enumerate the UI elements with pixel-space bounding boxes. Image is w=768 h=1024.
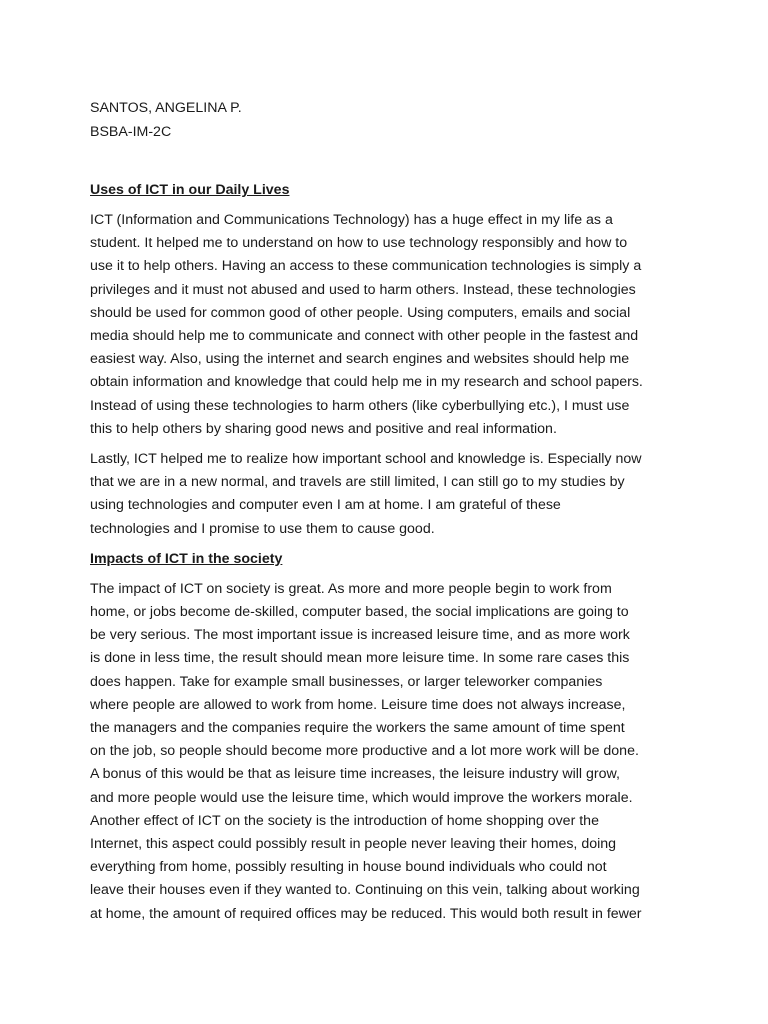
- text-line: using technologies and computer even I am at home. I am grateful of these: [90, 497, 561, 514]
- text-line: Instead of using these technologies to harm others (like cyberbullying etc.), I must use: [90, 397, 630, 414]
- text-line: privileges and it must not abused and used to harm others. Instead, these technologies: [90, 281, 636, 298]
- text-line: use it to help others. Having an access to these communication technologies is simply a: [90, 258, 642, 275]
- author-name: SANTOS, ANGELINA P.: [90, 100, 242, 116]
- text-line: and more people would use the leisure time, which would improve the workers morale.: [90, 789, 633, 806]
- text-line: A bonus of this would be that as leisure time increases, the leisure industry will grow,: [90, 766, 620, 783]
- text-line: The impact of ICT on society is great. As more and more people begin to work from: [90, 580, 612, 597]
- text-line: Another effect of ICT on the society is the introduction of home shopping over the: [90, 812, 599, 829]
- text-line: does happen. Take for example small businesses, or larger teleworker companies: [90, 673, 603, 690]
- section-heading-uses: Uses of ICT in our Daily Lives: [90, 182, 290, 198]
- paragraph-uses-2: [90, 448, 690, 541]
- text-line: be very serious. The most important issue is increased leisure time, and as more work: [90, 627, 630, 644]
- text-line: Lastly, ICT helped me to realize how important school and knowledge is. Especially now: [90, 451, 642, 468]
- text-line: easiest way. Also, using the internet and search engines and websites should help me: [90, 351, 630, 368]
- document-page: [90, 96, 690, 926]
- text-line: Internet, this aspect could possibly result in people never leaving their homes, doing: [90, 836, 617, 853]
- text-line: everything from home, possibly resulting in house bound individuals who could not: [90, 859, 607, 876]
- text-line: student. It helped me to understand on how to use technology responsibly and how to: [90, 235, 628, 252]
- text-line: technologies and I promise to use them to cause good.: [90, 520, 435, 537]
- text-line: media should help me to communicate and connect with other people in the fastest and: [90, 328, 639, 345]
- author-course: BSBA-IM-2C: [90, 124, 172, 140]
- text-line: is done in less time, the result should mean more leisure time. In some rare cases this: [90, 650, 630, 667]
- text-line: obtain information and knowledge that could help me in my research and school papers.: [90, 374, 643, 391]
- text-line: leave their houses even if they wanted to. Continuing on this vein, talking about working: [90, 882, 640, 899]
- text-line: ICT (Information and Communications Technology) has a huge effect in my life as a: [90, 212, 613, 228]
- text-line: on the job, so people should become more productive and a lot more work will be done.: [90, 743, 639, 760]
- text-line: at home, the amount of required offices may be reduced. This would both result in fewer: [90, 905, 642, 922]
- paragraph-impacts-1: [90, 578, 690, 926]
- text-line: this to help others by sharing good news and positive and real information.: [90, 420, 557, 437]
- text-line: where people are allowed to work from home. Leisure time does not always increase,: [90, 696, 626, 713]
- text-line: the managers and the companies require the workers the same amount of time spent: [90, 720, 625, 737]
- paragraph-uses-1: [90, 209, 690, 441]
- text-line: that we are in a new normal, and travels are still limited, I can still go to my studies by: [90, 474, 625, 491]
- section-heading-impacts: Impacts of ICT in the society: [90, 550, 283, 567]
- text-line: should be used for common good of other people. Using computers, emails and social: [90, 304, 631, 321]
- text-line: home, or jobs become de-skilled, computer based, the social implications are going to: [90, 604, 629, 621]
